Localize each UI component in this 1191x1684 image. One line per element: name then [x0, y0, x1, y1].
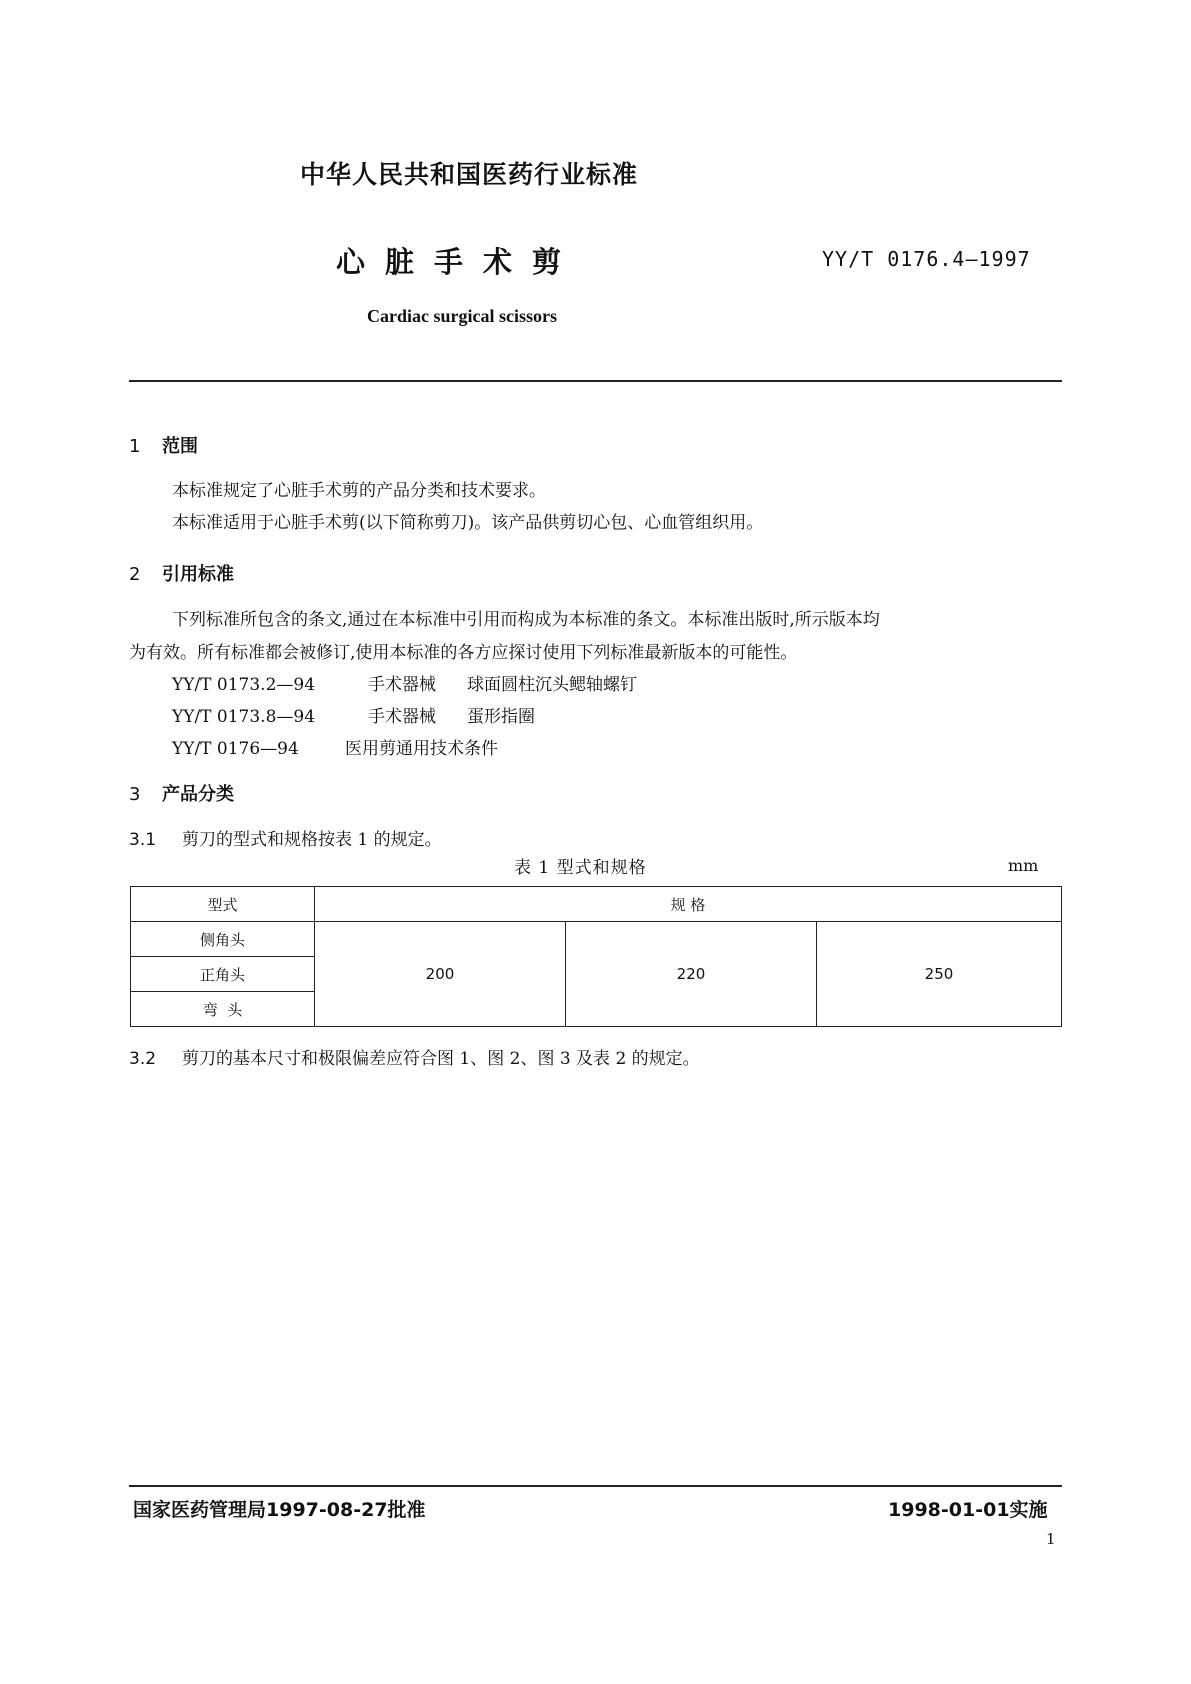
- spec-cell: 220: [566, 922, 817, 1027]
- section-title: 产品分类: [162, 784, 234, 805]
- standard-code: YY/T 0176.4—1997: [822, 247, 1031, 271]
- clause-text: 剪刀的基本尺寸和极限偏差应符合图 1、图 2、图 3 及表 2 的规定。: [182, 1049, 700, 1069]
- page-number: 1: [1046, 1530, 1056, 1548]
- document-title-en: Cardiac surgical scissors: [367, 306, 557, 326]
- clause-number: 3.2: [129, 1049, 157, 1069]
- spec-cell: 250: [817, 922, 1062, 1027]
- type-cell: 弯 头: [131, 992, 315, 1027]
- header-type: 型式: [131, 887, 315, 922]
- type-cell: 正角头: [131, 957, 315, 992]
- clause-3-2: [129, 1044, 700, 1069]
- effective-date: 1998-01-01实施: [888, 1499, 1048, 1521]
- section-title: 引用标准: [162, 564, 234, 585]
- section-2-heading: [129, 560, 234, 586]
- header-divider: [129, 380, 1062, 382]
- table-caption: 表 1 型式和规格: [514, 858, 647, 878]
- reference-item: [172, 670, 637, 695]
- reference-item: [172, 702, 535, 727]
- section-number: 2: [129, 564, 141, 585]
- spec-cell: 200: [315, 922, 566, 1027]
- document-title-cn: 心脏手术剪: [336, 245, 582, 279]
- section-1-paragraph-2: 本标准适用于心脏手术剪(以下简称剪刀)。该产品供剪切心包、心血管组织用。: [172, 513, 764, 533]
- section-1-heading: [129, 432, 198, 458]
- section-title: 范围: [162, 436, 198, 457]
- reference-code: YY/T 0173.8—94: [172, 707, 316, 727]
- clause-text: 剪刀的型式和规格按表 1 的规定。: [182, 830, 442, 850]
- section-3-heading: [129, 780, 234, 806]
- reference-item: [172, 734, 498, 759]
- header-spec: 规 格: [315, 887, 1062, 922]
- table-header-row: [131, 887, 1062, 922]
- spec-table: [130, 886, 1062, 1027]
- section-number: 3: [129, 784, 141, 805]
- type-cell: 侧角头: [131, 922, 315, 957]
- section-1-paragraph-1: 本标准规定了心脏手术剪的产品分类和技术要求。: [172, 481, 546, 501]
- approval-info: 国家医药管理局1997-08-27批准: [133, 1499, 426, 1521]
- reference-code: YY/T 0176—94: [172, 739, 299, 759]
- table-unit: mm: [1008, 856, 1039, 875]
- reference-category: 手术器械: [368, 707, 436, 727]
- standard-org: 中华人民共和国医药行业标准: [300, 160, 639, 189]
- table-row: [131, 922, 1062, 957]
- section-2-paragraph-line-1: 下列标准所包含的条文,通过在本标准中引用而构成为本标准的条文。本标准出版时,所示版本均: [172, 610, 880, 630]
- reference-name: 蛋形指圈: [467, 707, 535, 727]
- clause-number: 3.1: [129, 830, 157, 850]
- reference-name: 球面圆柱沉头鳃轴螺钉: [467, 675, 637, 695]
- section-2-paragraph-line-2: 为有效。所有标准都会被修订,使用本标准的各方应探讨使用下列标准最新版本的可能性。: [129, 643, 798, 663]
- reference-category: 手术器械: [368, 675, 436, 695]
- section-number: 1: [129, 436, 141, 457]
- footer-divider: [129, 1485, 1062, 1487]
- reference-category: 医用剪通用技术条件: [345, 739, 498, 759]
- reference-code: YY/T 0173.2—94: [172, 675, 316, 695]
- clause-3-1: [129, 825, 442, 850]
